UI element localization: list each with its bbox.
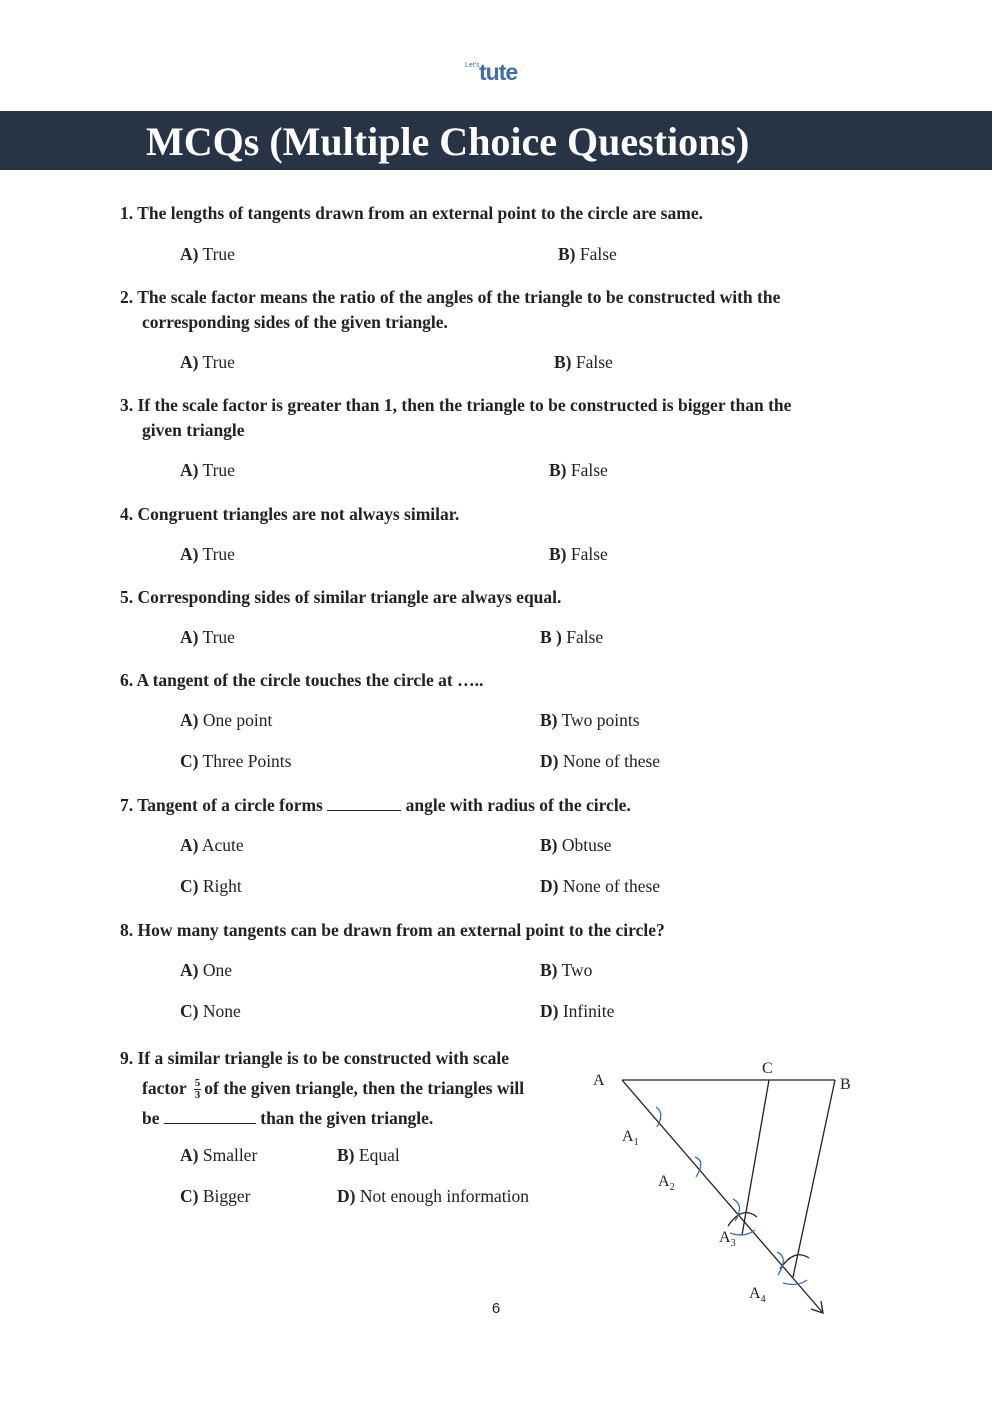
option-label: B) — [558, 244, 576, 264]
question-text: A tangent of the circle touches the circle at ….. — [136, 670, 484, 690]
q1-option-a[interactable] — [180, 244, 235, 265]
q3-option-b[interactable] — [549, 460, 608, 481]
question-number: 7. — [120, 795, 134, 815]
question-text-before: Tangent of a circle forms — [137, 795, 323, 815]
page-title: MCQs (Multiple Choice Questions) — [146, 119, 750, 164]
option-text: Acute — [201, 835, 244, 855]
question-text-line2-pre: factor — [142, 1078, 187, 1098]
option-label: B) — [554, 352, 572, 372]
question-9 — [120, 1043, 524, 1133]
logo — [465, 60, 535, 88]
q4-option-a[interactable] — [180, 544, 235, 565]
logo-brand-text: tute — [479, 59, 518, 85]
q4-option-b[interactable] — [549, 544, 608, 565]
construction-figure — [585, 1055, 875, 1325]
label-c: C — [762, 1060, 773, 1077]
question-text: How many tangents can be drawn from an external point to the circle? — [137, 920, 665, 940]
q8-option-c[interactable] — [180, 1001, 241, 1022]
q9-option-a[interactable] — [180, 1145, 257, 1166]
question-text: Corresponding sides of similar triangle are always equal. — [137, 587, 562, 607]
segment-b-a4 — [793, 1080, 835, 1277]
option-text: Smaller — [202, 1145, 258, 1165]
q1-option-b[interactable] — [558, 244, 617, 265]
label-a2: $A_2$ — [658, 1173, 675, 1193]
option-label: B) — [540, 960, 558, 980]
q7-option-a[interactable] — [180, 835, 244, 856]
fraction-denominator: 3 — [194, 1089, 201, 1102]
question-text: The lengths of tangents drawn from an external point to the circle are same. — [137, 203, 703, 223]
label-b: B — [840, 1076, 851, 1093]
q9-option-c[interactable] — [180, 1186, 250, 1207]
answer-blank — [164, 1109, 256, 1124]
q8-option-d[interactable] — [540, 1001, 614, 1022]
question-text: Congruent triangles are not always similar. — [137, 504, 460, 524]
option-text: False — [575, 352, 613, 372]
question-number: 1. — [120, 203, 134, 223]
q8-option-a[interactable] — [180, 960, 232, 981]
question-text-line2: given triangle — [142, 420, 245, 440]
label-a: A — [593, 1072, 605, 1089]
question-text-line1: If the scale factor is greater than 1, then the triangle to be constructed is bigger than the — [137, 395, 792, 415]
question-4 — [120, 502, 459, 527]
question-3 — [120, 393, 791, 443]
question-text-line3-pre: be — [142, 1108, 160, 1128]
option-text: None of these — [562, 751, 661, 771]
option-label: A) — [180, 244, 199, 264]
q6-option-c[interactable] — [180, 751, 291, 772]
option-text: True — [202, 627, 235, 647]
answer-blank — [327, 796, 401, 811]
logo-small-text: Let's — [465, 62, 480, 69]
option-label: D) — [540, 876, 559, 896]
title-banner — [0, 111, 992, 170]
option-text: True — [202, 244, 235, 264]
question-text-line1: If a similar triangle is to be constructed with scale — [137, 1048, 510, 1068]
q7-option-d[interactable] — [540, 876, 660, 897]
option-label: B) — [549, 544, 567, 564]
option-text: Two — [561, 960, 593, 980]
option-label: A) — [180, 544, 199, 564]
option-label: A) — [180, 460, 199, 480]
option-label: A) — [180, 710, 199, 730]
question-1 — [120, 201, 703, 226]
option-text: True — [202, 352, 235, 372]
question-text-line3-post: than the given triangle. — [260, 1108, 434, 1128]
q6-option-d[interactable] — [540, 751, 660, 772]
option-text: One — [202, 960, 232, 980]
q9-option-d[interactable] — [337, 1186, 529, 1207]
option-label: B) — [549, 460, 567, 480]
question-number: 3. — [120, 395, 134, 415]
q6-option-a[interactable] — [180, 710, 272, 731]
option-label: B) — [540, 710, 558, 730]
segment-c-a3 — [742, 1080, 769, 1235]
question-7 — [120, 793, 631, 818]
option-text: Infinite — [562, 1001, 615, 1021]
option-text: Equal — [358, 1145, 400, 1165]
option-label: C) — [180, 876, 199, 896]
option-text: True — [202, 460, 235, 480]
option-label: D) — [337, 1186, 356, 1206]
question-text-line2: corresponding sides of the given triangle. — [142, 312, 448, 332]
option-text: False — [570, 460, 608, 480]
question-number: 5. — [120, 587, 134, 607]
q2-option-a[interactable] — [180, 352, 235, 373]
question-number: 2. — [120, 287, 134, 307]
option-text: One point — [202, 710, 273, 730]
q3-option-a[interactable] — [180, 460, 235, 481]
option-text: Obtuse — [561, 835, 612, 855]
option-label: A) — [180, 352, 199, 372]
option-label: D) — [540, 751, 559, 771]
question-number: 9. — [120, 1048, 134, 1068]
question-text-line2-post: of the given triangle, then the triangles will — [204, 1078, 525, 1098]
page-number: 6 — [491, 1300, 501, 1317]
option-label: B ) — [540, 627, 562, 647]
option-text: Not enough information — [359, 1186, 529, 1206]
option-label: A) — [180, 1145, 199, 1165]
scale-fraction — [194, 1078, 202, 1101]
question-5 — [120, 585, 561, 610]
option-text: False — [570, 544, 608, 564]
question-text-after: angle with radius of the circle. — [405, 795, 631, 815]
option-label: D) — [540, 1001, 559, 1021]
q5-option-a[interactable] — [180, 627, 235, 648]
option-label: C) — [180, 751, 199, 771]
q7-option-b[interactable] — [540, 835, 611, 856]
question-8 — [120, 918, 665, 943]
option-text: True — [202, 544, 235, 564]
option-label: B) — [540, 835, 558, 855]
q8-option-b[interactable] — [540, 960, 592, 981]
option-label: A) — [180, 627, 199, 647]
label-a4: $A_4$ — [749, 1285, 766, 1305]
q7-option-c[interactable] — [180, 876, 242, 897]
q9-option-b[interactable] — [337, 1145, 400, 1166]
option-label: C) — [180, 1186, 199, 1206]
option-text: Bigger — [202, 1186, 251, 1206]
fraction-numerator: 5 — [194, 1077, 201, 1090]
option-text: Two points — [561, 710, 640, 730]
label-a1: $A_1$ — [622, 1128, 639, 1148]
ray-ax — [622, 1080, 823, 1313]
option-text: Right — [202, 876, 242, 896]
option-label: B) — [337, 1145, 355, 1165]
question-number: 6. — [120, 670, 134, 690]
q2-option-b[interactable] — [554, 352, 613, 373]
option-label: A) — [180, 960, 199, 980]
question-6 — [120, 668, 483, 693]
option-text: False — [579, 244, 617, 264]
option-text: False — [566, 627, 604, 647]
option-text: None of these — [562, 876, 661, 896]
question-2 — [120, 285, 780, 335]
question-number: 8. — [120, 920, 134, 940]
option-label: C) — [180, 1001, 199, 1021]
label-a3: $A_3$ — [719, 1229, 736, 1249]
q6-option-b[interactable] — [540, 710, 640, 731]
option-label: A) — [180, 835, 199, 855]
question-text-line1: The scale factor means the ratio of the angles of the triangle to be constructed with the — [137, 287, 781, 307]
option-text: Three Points — [202, 751, 292, 771]
option-text: None — [202, 1001, 241, 1021]
q5-option-b[interactable] — [540, 627, 603, 648]
question-number: 4. — [120, 504, 134, 524]
